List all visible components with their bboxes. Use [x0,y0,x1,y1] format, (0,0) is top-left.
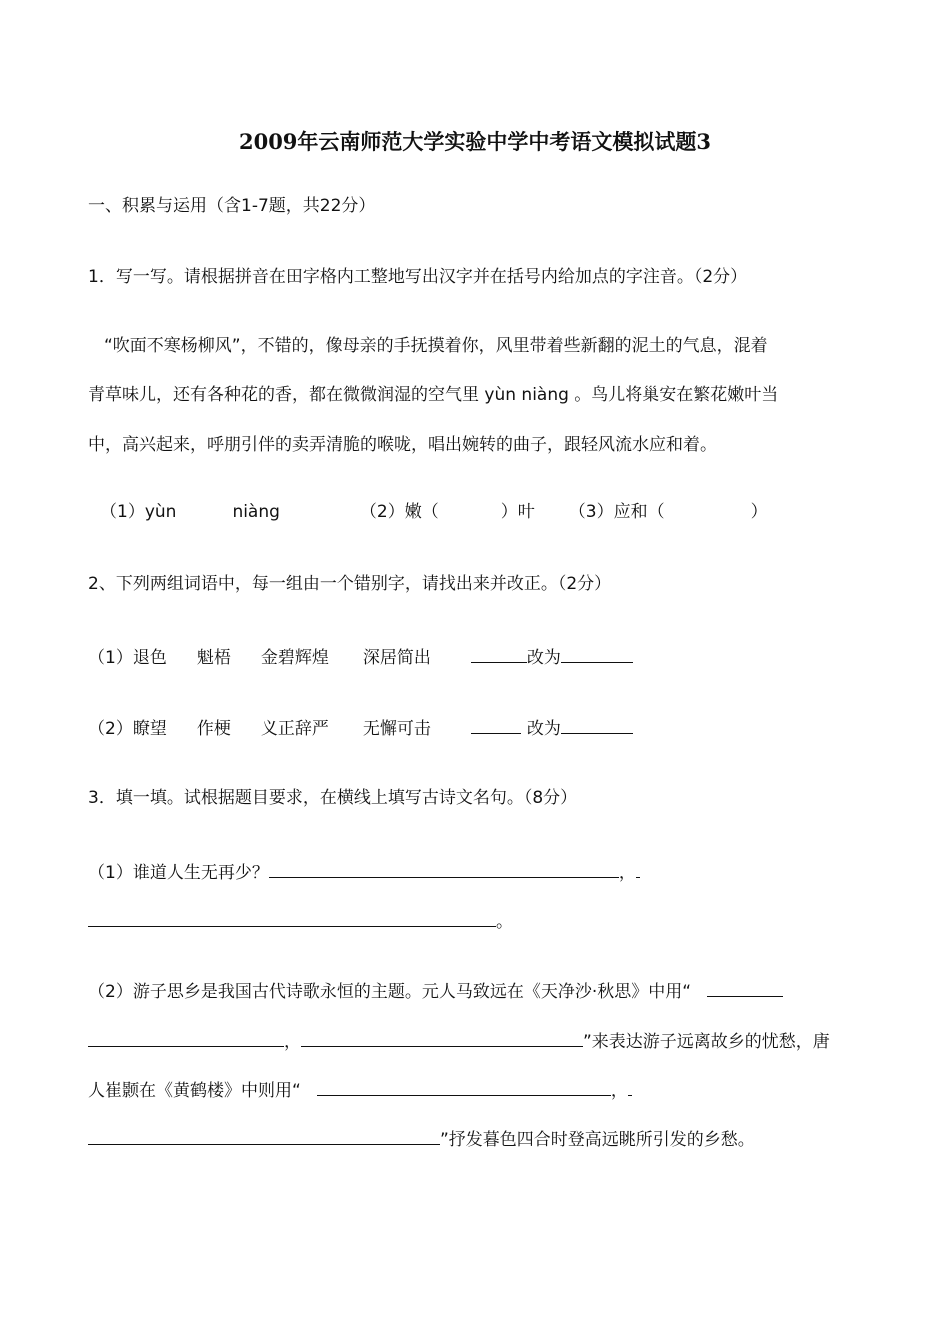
question-2-prompt: 2、下列两组词语中，每一组由一个错别字，请找出来并改正。（2分） [88,574,612,594]
q3-item-1-line-1 [88,857,640,885]
group-2-word: 义正辞严 [260,719,329,739]
punctuation: ， [284,1032,301,1052]
q3-item-2-line-2 [88,1026,830,1054]
word-group-2 [88,713,633,741]
punctuation: 。 [496,912,513,932]
group-2-label: （2）瞭望 [88,719,167,739]
passage-line-1: “吹面不寒杨柳风”，不错的，像母亲的手抚摸着你，风里带着些新翻的泥土的气息，混着 [104,336,768,356]
item-3-label: （3）应和（ [568,502,665,522]
passage-line-3: 中，高兴起来，呼朋引伴的卖弄清脆的喉咙，唱出婉转的曲子，跟轻风流水应和着。 [88,435,717,455]
answer-blank[interactable] [88,1026,284,1047]
item-1-label: （1）yùn [100,502,177,522]
q3-item-1-line-2 [88,906,513,934]
answer-blank[interactable] [561,642,633,663]
word-group-1 [88,642,633,670]
group-1-word: 魁梧 [196,648,231,668]
group-2-word: 无懈可击 [362,719,431,739]
item-1-label-b: niàng [232,502,280,522]
punctuation: ， [610,1081,628,1101]
answer-blank[interactable] [471,713,521,734]
answer-blank[interactable] [628,1075,632,1096]
answer-blank[interactable] [636,857,640,878]
item-2-label: （2）嫩（ [359,502,439,522]
answer-blank[interactable] [561,713,633,734]
change-label: 改为 [526,648,561,668]
question-1-items [100,500,768,524]
section-heading: 一、积累与运用（含1-7题，共22分） [88,196,376,216]
page-title: 2009年云南师范大学实验中学中考语文模拟试题3 [238,129,712,154]
item-2-close: ）叶 [500,502,535,522]
q3-item-2-line-4 [88,1124,755,1152]
q3-item-1-text: （1）谁道人生无再少？ [88,863,269,883]
group-1-word: 深居简出 [362,648,431,668]
q3-item-2-line-1 [88,976,783,1004]
answer-blank[interactable] [707,976,783,997]
item-3-close: ） [750,502,768,522]
q3-item-2-text: 人崔颢在《黄鹤楼》中则用“ [88,1081,301,1101]
answer-blank[interactable] [269,857,619,878]
q3-item-2-line-3 [88,1075,632,1103]
q3-item-2-text: ”来表达游子远离故乡的忧愁，唐 [583,1032,830,1052]
answer-blank[interactable] [88,906,496,927]
question-3-prompt: 3．填一填。试根据题目要求，在横线上填写古诗文名句。（8分） [88,788,578,808]
passage-line-2: 青草味儿，还有各种花的香，都在微微润湿的空气里 yùn niàng 。鸟儿将巢安在繁花嫩叶当 [88,385,779,405]
group-2-word: 作梗 [196,719,231,739]
change-label: 改为 [526,719,561,739]
answer-blank[interactable] [88,1124,440,1145]
answer-blank[interactable] [317,1075,611,1096]
question-1-prompt: 1．写一写。请根据拼音在田字格内工整地写出汉字并在括号内给加点的字注音。（2分） [88,267,748,287]
q3-item-2-text: ”抒发暮色四合时登高远眺所引发的乡愁。 [440,1130,755,1150]
answer-blank[interactable] [301,1026,583,1047]
q3-item-2-text: （2）游子思乡是我国古代诗歌永恒的主题。元人马致远在《天净沙·秋思》中用“ [88,982,692,1002]
punctuation: ， [618,863,636,883]
group-1-label: （1）退色 [88,648,167,668]
group-1-word: 金碧辉煌 [260,648,329,668]
answer-blank[interactable] [471,642,527,663]
